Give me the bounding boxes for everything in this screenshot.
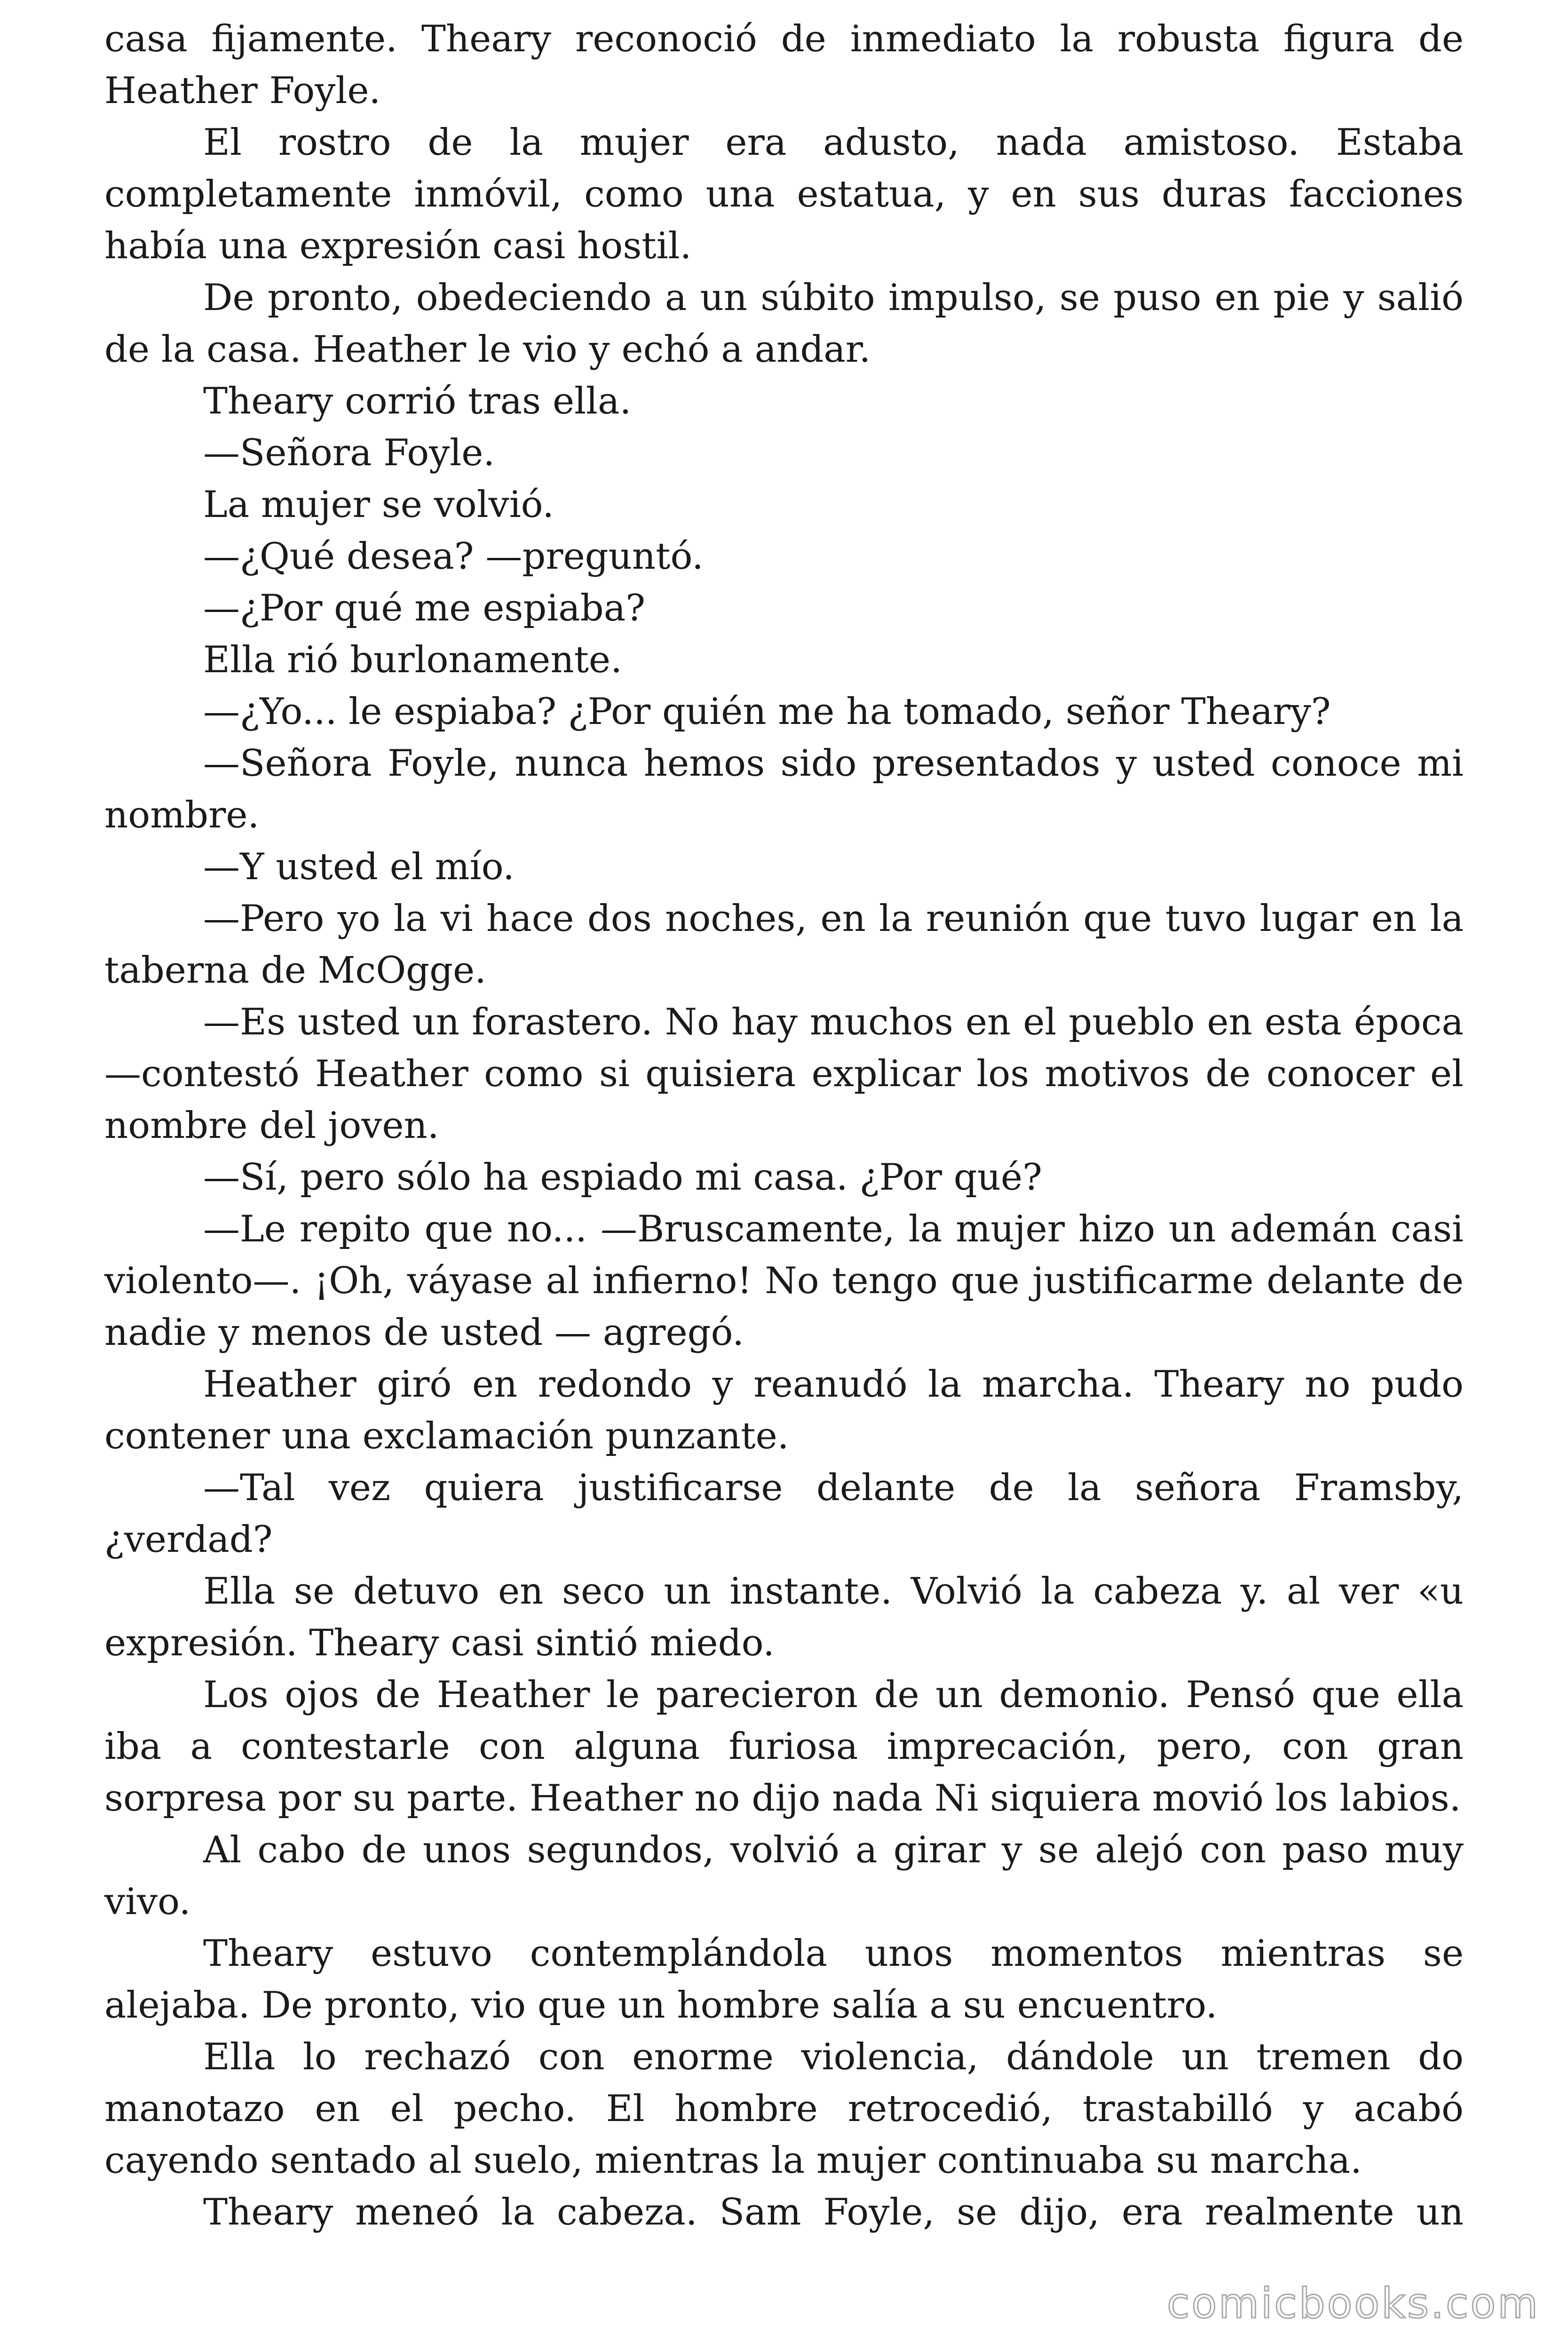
paragraph: El rostro de la mujer era adusto, nada amistoso. Estaba completamente inmóvil, como una estatua, y en sus duras facciones había una expresión casi hostil. bbox=[104, 121, 1464, 267]
paragraph: Ella lo rechazó con enorme violencia, dándole un tremen do manotazo en el pecho. El hombre retrocedió, trastabilló y acabó cayendo sentado al suelo, mientras la mujer continuaba su marcha. bbox=[104, 2036, 1464, 2182]
paragraph: —Pero yo la vi hace dos noches, en la reunión que tuvo lugar en la taberna de McOgge. bbox=[104, 898, 1464, 992]
paragraph: Heather giró en redondo y reanudó la marcha. Theary no pudo contener una exclamación punzante. bbox=[104, 1363, 1464, 1457]
paragraph: Al cabo de unos segundos, volvió a girar y se alejó con paso muy vivo. bbox=[104, 1829, 1464, 1923]
paragraph: casa fijamente. Theary reconoció de inmediato la robusta figura de Heather Foyle. bbox=[104, 18, 1464, 112]
paragraph: —¿Por qué me espiaba? bbox=[203, 587, 646, 629]
paragraph: Theary corrió tras ella. bbox=[203, 380, 632, 422]
paragraph: —Le repito que no... —Bruscamente, la mujer hizo un ademán casi violento—. ¡Oh, váyase al infierno! No tengo que justificarme delante de nadie y menos de usted — agregó. bbox=[104, 1208, 1464, 1354]
paragraph: —Tal vez quiera justificarse delante de la señora Framsby, ¿verdad? bbox=[104, 1467, 1464, 1561]
paragraph: —Señora Foyle, nunca hemos sido presentados y usted conoce mi nombre. bbox=[104, 742, 1464, 836]
paragraph: —¿Yo... le espiaba? ¿Por quién me ha tomado, señor Theary? bbox=[203, 691, 1331, 733]
paragraph: —Señora Foyle. bbox=[203, 432, 495, 474]
paragraph: —Y usted el mío. bbox=[203, 846, 515, 888]
paragraph: Theary meneó la cabeza. Sam Foyle, se dijo, era realmente un bbox=[203, 2191, 1464, 2233]
watermark-text: comicbooks.com bbox=[1166, 2279, 1540, 2328]
book-page-text bbox=[104, 13, 1464, 2238]
paragraph: Los ojos de Heather le parecieron de un demonio. Pensó que ella iba a contestarle con alguna furiosa imprecación, pero, con gran sorpresa por su parte. Heather no dijo nada Ni siquiera movió los labios. bbox=[104, 1674, 1464, 1820]
paragraph: —Sí, pero sólo ha espiado mi casa. ¿Por qué? bbox=[203, 1156, 1042, 1199]
paragraph: De pronto, obedeciendo a un súbito impulso, se puso en pie y salió de la casa. Heather le vio y echó a andar. bbox=[104, 277, 1464, 371]
paragraph: La mujer se volvió. bbox=[203, 484, 554, 526]
paragraph: Theary estuvo contemplándola unos momentos mientras se alejaba. De pronto, vio que un hombre salía a su encuentro. bbox=[104, 1932, 1464, 2026]
paragraph: Ella se detuvo en seco un instante. Volvió la cabeza y. al ver «u expresión. Theary casi sintió miedo. bbox=[104, 1570, 1464, 1664]
paragraph: —¿Qué desea? —preguntó. bbox=[203, 535, 704, 578]
paragraph: Ella rió burlonamente. bbox=[203, 639, 622, 681]
paragraph: —Es usted un forastero. No hay muchos en el pueblo en esta época —contestó Heather como si quisiera explicar los motivos de conocer el nombre del joven. bbox=[104, 1001, 1464, 1147]
